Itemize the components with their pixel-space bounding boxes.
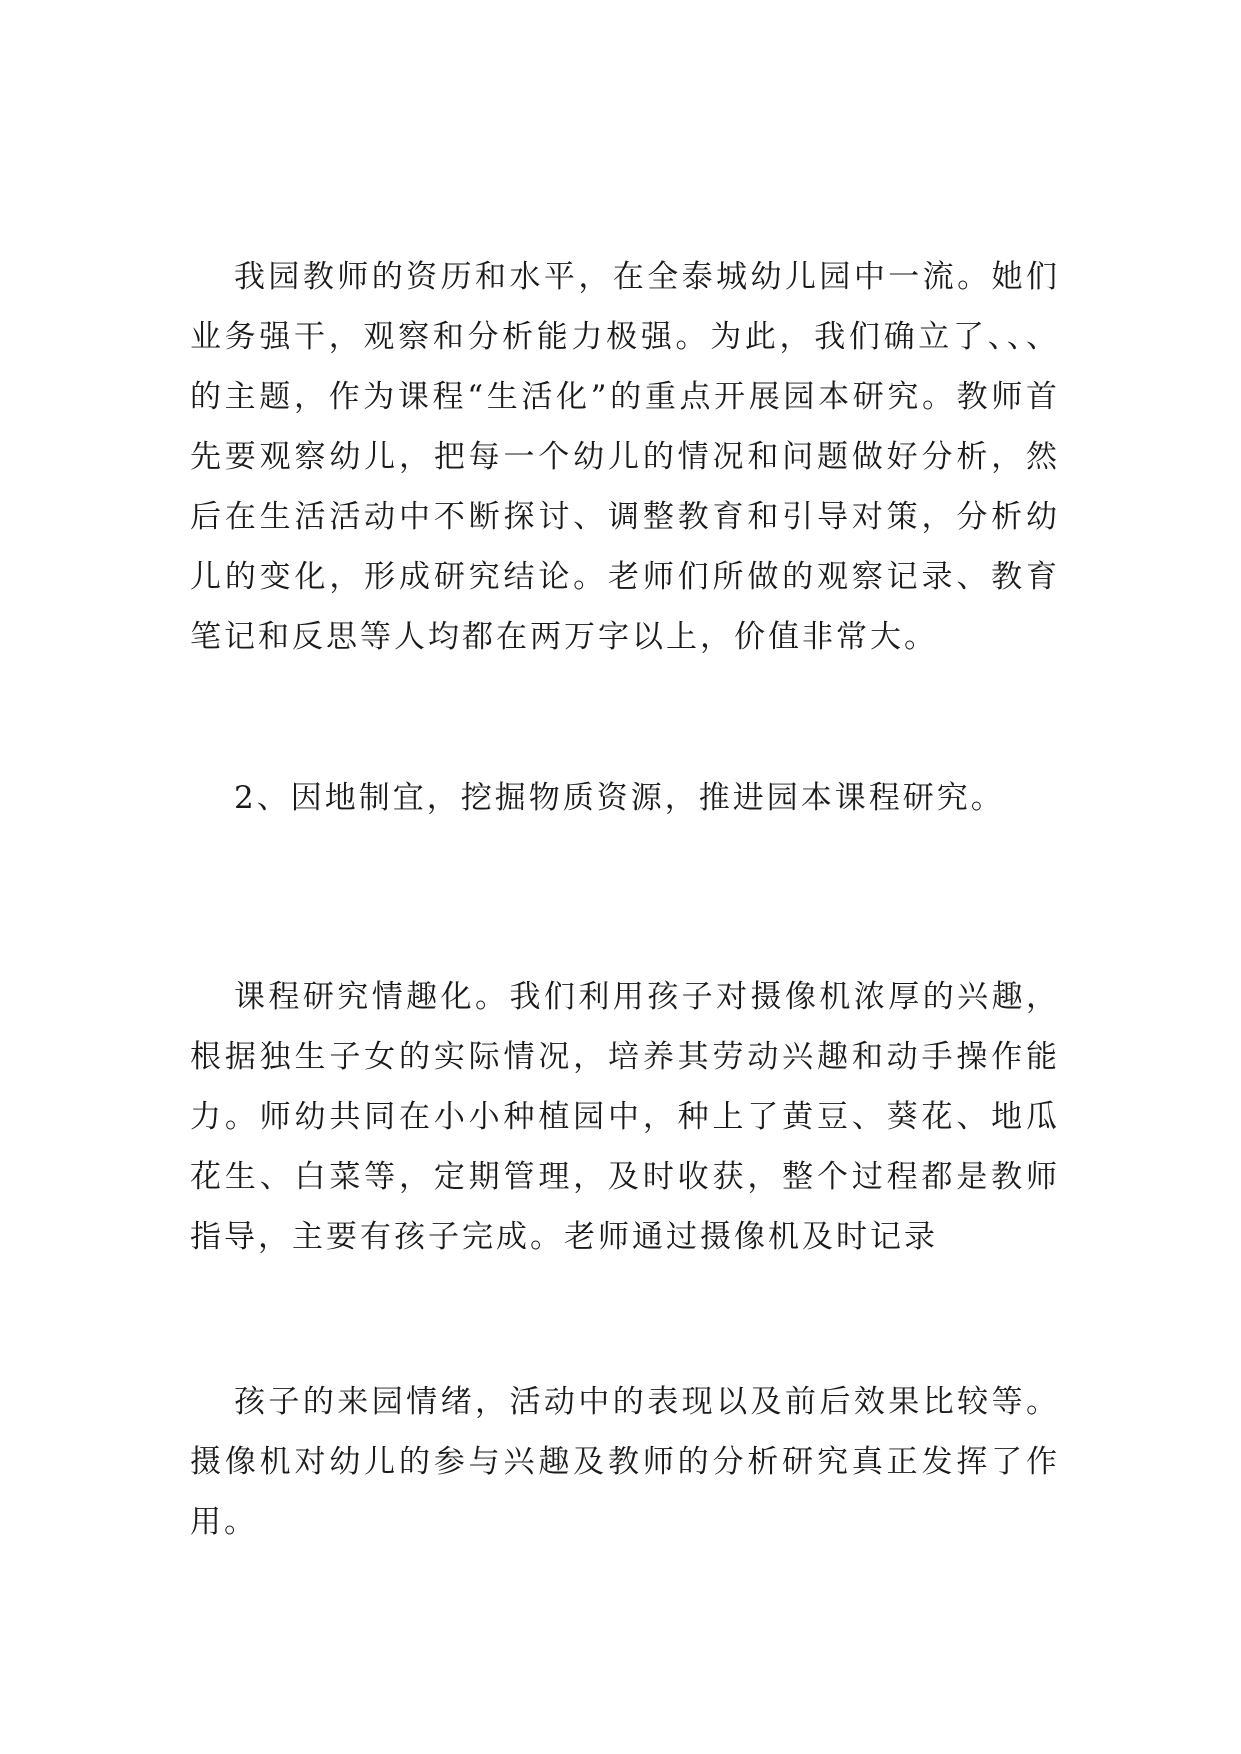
- paragraph-camera-effect: 孩子的来园情绪，活动中的表现以及前后效果比较等。摄像机对幼儿的参与兴趣及教师的分析研究真正发挥了作用。: [190, 1384, 1060, 1540]
- paragraph-curriculum-interest: 课程研究情趣化。我们利用孩子对摄像机浓厚的兴趣，根据独生子女的实际情况，培养其劳动兴趣和动手操作能力。师幼共同在小小种植园中，种上了黄豆、葵花、地瓜花生、白菜等，定期管理，及时收获，整个过程都是教师指导，主要有孩子完成。老师通过摄像机及时记录: [190, 979, 1060, 1255]
- paragraph-section-heading-2: 2、因地制宜，挖掘物质资源，推进园本课程研究。: [234, 780, 1005, 816]
- paragraph-teacher-qualifications: 我园教师的资历和水平，在全泰城幼儿园中一流。她们业务强干，观察和分析能力极强。为此，我们确立了、、、的主题，作为课程“生活化”的重点开展园本研究。教师首先要观察幼儿，把每一个幼儿的情况和问题做好分析，然后在生活活动中不断探讨、调整教育和引导对策，分析幼儿的变化，形成研究结论。老师们所做的观察记录、教育笔记和反思等人均都在两万字以上，价值非常大。: [190, 259, 1060, 655]
